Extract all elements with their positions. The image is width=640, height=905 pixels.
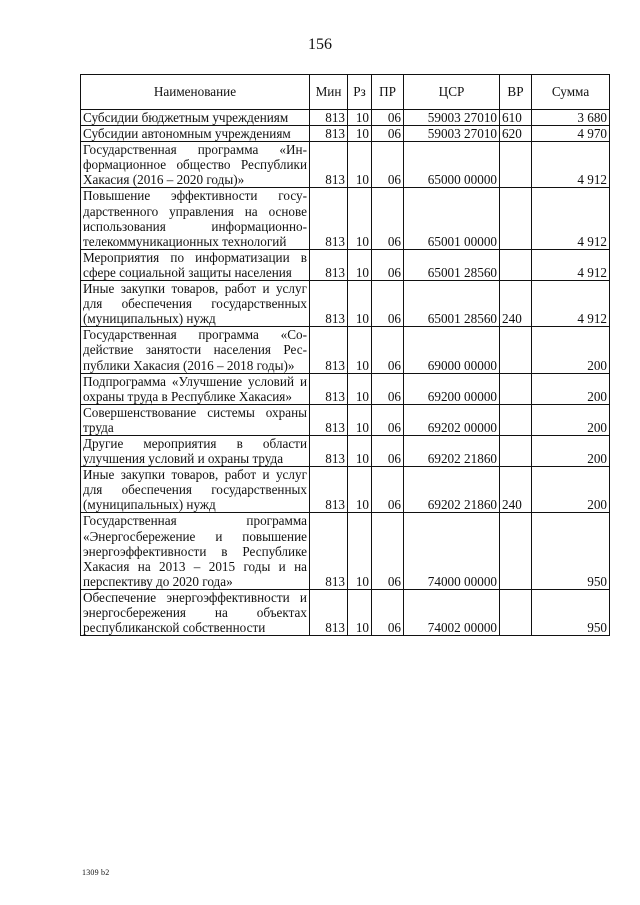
table-row xyxy=(81,249,610,280)
cell-csr: 69202 00000 xyxy=(404,404,500,435)
cell-vr: 610 xyxy=(500,110,532,126)
header-csr: ЦСР xyxy=(404,75,500,110)
cell-pr: 06 xyxy=(372,513,404,589)
cell-vr xyxy=(500,373,532,404)
table-row xyxy=(81,110,610,126)
cell-pr: 06 xyxy=(372,281,404,327)
cell-name: Мероприятия по информатизации в сфере социальной защиты населения xyxy=(81,249,310,280)
cell-sum: 4 970 xyxy=(532,126,610,142)
page-number: 156 xyxy=(308,36,332,53)
cell-vr xyxy=(500,435,532,466)
cell-min: 813 xyxy=(310,589,348,635)
cell-pr: 06 xyxy=(372,589,404,635)
cell-pr: 06 xyxy=(372,373,404,404)
cell-pr: 06 xyxy=(372,249,404,280)
cell-name: Иные закупки товаров, работ и услуг для обеспечения государственных (муниципальных) нужд xyxy=(81,281,310,327)
cell-rz: 10 xyxy=(348,249,372,280)
table-row xyxy=(81,327,610,373)
cell-min: 813 xyxy=(310,281,348,327)
header-pr: ПР xyxy=(372,75,404,110)
cell-sum: 4 912 xyxy=(532,142,610,188)
cell-pr: 06 xyxy=(372,467,404,513)
cell-min: 813 xyxy=(310,188,348,249)
cell-csr: 74000 00000 xyxy=(404,513,500,589)
cell-vr xyxy=(500,327,532,373)
cell-rz: 10 xyxy=(348,467,372,513)
cell-name: Государственная программа «Содействие занятости населения Республики Хакасия (2016 – 2018 годы)» xyxy=(81,327,310,373)
header-min: Мин xyxy=(310,75,348,110)
cell-vr: 620 xyxy=(500,126,532,142)
cell-vr xyxy=(500,249,532,280)
cell-vr: 240 xyxy=(500,281,532,327)
cell-min: 813 xyxy=(310,435,348,466)
cell-min: 813 xyxy=(310,110,348,126)
cell-min: 813 xyxy=(310,142,348,188)
cell-sum: 4 912 xyxy=(532,281,610,327)
cell-sum: 3 680 xyxy=(532,110,610,126)
cell-pr: 06 xyxy=(372,142,404,188)
cell-rz: 10 xyxy=(348,110,372,126)
cell-rz: 10 xyxy=(348,589,372,635)
cell-name: Повышение эффективности государственного управления на основе использования информационно-телекоммуникационных технологий xyxy=(81,188,310,249)
cell-name: Иные закупки товаров, работ и услуг для обеспечения государственных (муниципальных) нужд xyxy=(81,467,310,513)
table-row xyxy=(81,435,610,466)
cell-vr xyxy=(500,188,532,249)
cell-csr: 65001 28560 xyxy=(404,249,500,280)
cell-name: Государственная программа «Информационное общество Республики Хакасия (2016 – 2020 годы)» xyxy=(81,142,310,188)
cell-pr: 06 xyxy=(372,110,404,126)
cell-pr: 06 xyxy=(372,188,404,249)
cell-csr: 65001 28560 xyxy=(404,281,500,327)
cell-name: Другие мероприятия в области улучшения условий и охраны труда xyxy=(81,435,310,466)
cell-min: 813 xyxy=(310,404,348,435)
cell-min: 813 xyxy=(310,249,348,280)
table-row xyxy=(81,404,610,435)
cell-name: Государственная программа «Энергосбережение и повышение энергоэффективности в Республике Хакасия на 2013 – 2015 годы и на перспективу до 2020 года» xyxy=(81,513,310,589)
cell-pr: 06 xyxy=(372,404,404,435)
cell-min: 813 xyxy=(310,126,348,142)
header-name: Наименование xyxy=(81,75,310,110)
cell-csr: 59003 27010 xyxy=(404,110,500,126)
table-row xyxy=(81,281,610,327)
cell-vr: 240 xyxy=(500,467,532,513)
cell-rz: 10 xyxy=(348,435,372,466)
cell-rz: 10 xyxy=(348,404,372,435)
table-row xyxy=(81,142,610,188)
cell-rz: 10 xyxy=(348,513,372,589)
cell-vr xyxy=(500,142,532,188)
cell-vr xyxy=(500,513,532,589)
cell-rz: 10 xyxy=(348,126,372,142)
table-row xyxy=(81,589,610,635)
cell-pr: 06 xyxy=(372,327,404,373)
cell-name: Подпрограмма «Улучшение условий и охраны труда в Республике Хакасия» xyxy=(81,373,310,404)
cell-sum: 200 xyxy=(532,467,610,513)
cell-csr: 59003 27010 xyxy=(404,126,500,142)
cell-csr: 69202 21860 xyxy=(404,435,500,466)
cell-csr: 69202 21860 xyxy=(404,467,500,513)
cell-min: 813 xyxy=(310,513,348,589)
cell-csr: 69200 00000 xyxy=(404,373,500,404)
header-sum: Сумма xyxy=(532,75,610,110)
table-row xyxy=(81,373,610,404)
cell-pr: 06 xyxy=(372,435,404,466)
cell-name: Обеспечение энергоэффективности и энергосбережения на объектах республиканской собственности xyxy=(81,589,310,635)
cell-rz: 10 xyxy=(348,188,372,249)
cell-pr: 06 xyxy=(372,126,404,142)
cell-min: 813 xyxy=(310,373,348,404)
table-row xyxy=(81,188,610,249)
cell-name: Совершенствование системы охраны труда xyxy=(81,404,310,435)
cell-name: Субсидии автономным учреждениям xyxy=(81,126,310,142)
cell-vr xyxy=(500,404,532,435)
cell-csr: 69000 00000 xyxy=(404,327,500,373)
table-row xyxy=(81,467,610,513)
cell-sum: 200 xyxy=(532,373,610,404)
footer-code: 1309 b2 xyxy=(82,868,110,877)
cell-sum: 200 xyxy=(532,435,610,466)
cell-csr: 65001 00000 xyxy=(404,188,500,249)
cell-sum: 950 xyxy=(532,589,610,635)
cell-min: 813 xyxy=(310,327,348,373)
cell-name: Субсидии бюджетным учреждениям xyxy=(81,110,310,126)
cell-min: 813 xyxy=(310,467,348,513)
cell-sum: 4 912 xyxy=(532,249,610,280)
cell-rz: 10 xyxy=(348,327,372,373)
cell-sum: 200 xyxy=(532,404,610,435)
budget-table xyxy=(80,74,610,636)
table-header-row xyxy=(81,75,610,110)
cell-sum: 950 xyxy=(532,513,610,589)
header-rz: Рз xyxy=(348,75,372,110)
cell-csr: 74002 00000 xyxy=(404,589,500,635)
cell-rz: 10 xyxy=(348,142,372,188)
header-vr: ВР xyxy=(500,75,532,110)
cell-rz: 10 xyxy=(348,373,372,404)
cell-sum: 200 xyxy=(532,327,610,373)
table-row xyxy=(81,513,610,589)
cell-rz: 10 xyxy=(348,281,372,327)
cell-vr xyxy=(500,589,532,635)
cell-sum: 4 912 xyxy=(532,188,610,249)
cell-csr: 65000 00000 xyxy=(404,142,500,188)
table-row xyxy=(81,126,610,142)
